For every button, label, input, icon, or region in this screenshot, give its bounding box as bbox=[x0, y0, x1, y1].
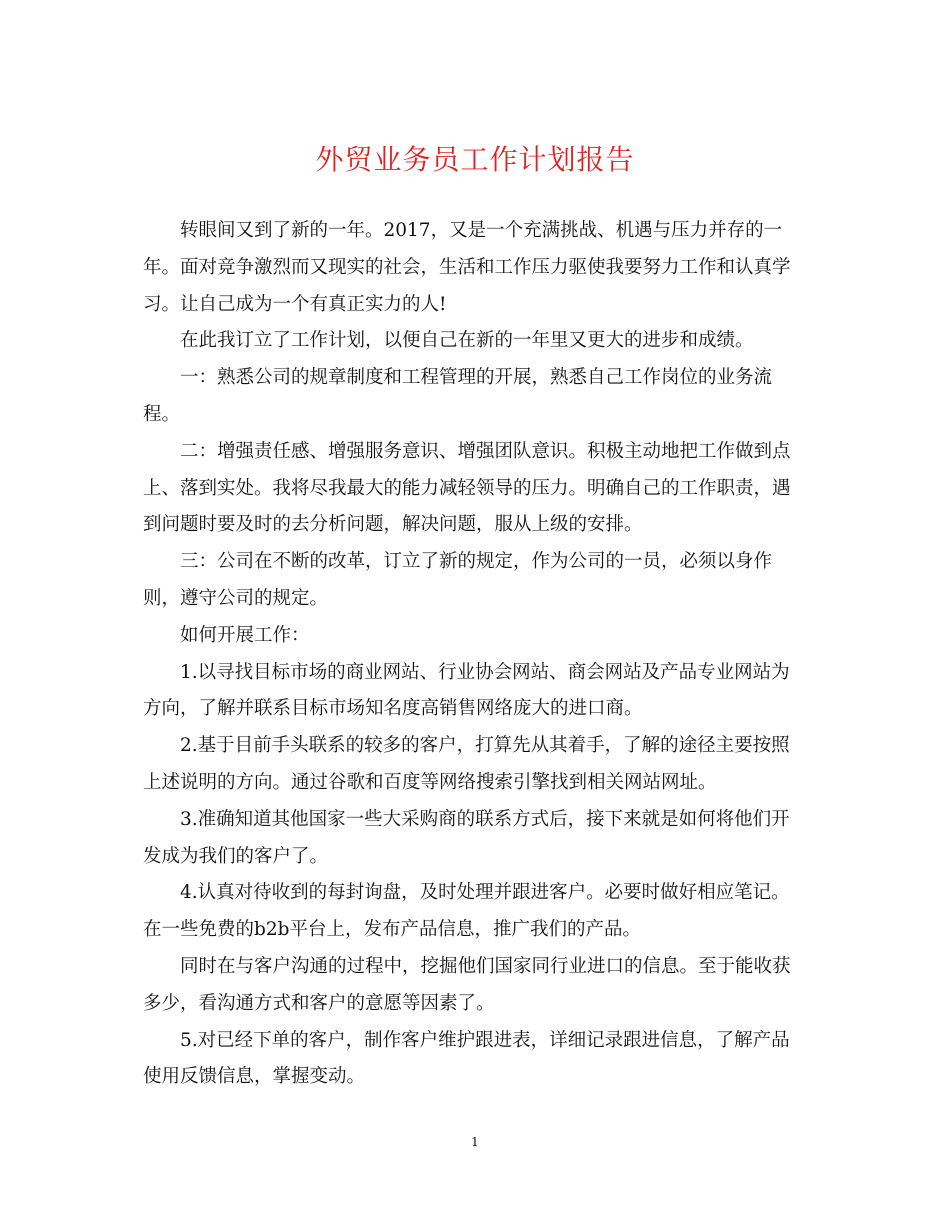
paragraph-step-5: 5.对已经下单的客户，制作客户维护跟进表，详细记录跟进信息，了解产品使用反馈信息，掌握变动。 bbox=[143, 1029, 790, 1088]
page-number: 1 bbox=[471, 1135, 479, 1149]
document-body bbox=[143, 213, 807, 1096]
paragraph-step-1: 1.以寻找目标市场的商业网站、行业协会网站、商会网站及产品专业网站为方向，了解并联系目标市场知名度高销售网络庞大的进口商。 bbox=[143, 661, 790, 720]
paragraph-plan-intro: 在此我订立了工作计划，以便自己在新的一年里又更大的进步和成绩。 bbox=[180, 330, 754, 352]
document-title: 外贸业务员工作计划报告 bbox=[315, 143, 635, 176]
paragraph-point-1: 一：熟悉公司的规章制度和工程管理的开展，熟悉自己工作岗位的业务流程。 bbox=[143, 367, 773, 425]
paragraph-step-3: 3.准确知道其他国家一些大采购商的联系方式后，接下来就是如何将他们开发成为我们的客户了。 bbox=[143, 808, 790, 867]
paragraph-how-to-work: 如何开展工作： bbox=[180, 624, 310, 646]
paragraph-step-2: 2.基于目前手头联系的较多的客户，打算先从其着手，了解的途径主要按照上述说明的方向。通过谷歌和百度等网络搜索引擎找到相关网站网址。 bbox=[143, 735, 790, 793]
paragraph-point-3: 三：公司在不断的改革，订立了新的规定，作为公司的一员，必须以身作则，遵守公司的规定。 bbox=[143, 551, 773, 609]
paragraph-point-2: 二：增强责任感、增强服务意识、增强团队意识。积极主动地把工作做到点上、落到实处。我将尽我最大的能力减轻领导的压力。明确自己的工作职责，遇到问题时要及时的去分析问题，解决问题，服从上级的安排。 bbox=[143, 440, 791, 536]
paragraph-step-4-extra: 同时在与客户沟通的过程中，挖掘他们国家同行业进口的信息。至于能收获多少，看沟通方式和客户的意愿等因素了。 bbox=[143, 955, 791, 1014]
paragraph-step-4: 4.认真对待收到的每封询盘，及时处理并跟进客户。必要时做好相应笔记。在一些免费的b2b平台上，发布产品信息，推广我们的产品。 bbox=[143, 882, 790, 941]
paragraph-intro: 转眼间又到了新的一年。2017，又是一个充满挑战、机遇与压力并存的一年。面对竞争激烈而又现实的社会，生活和工作压力驱使我要努力工作和认真学习。让自己成为一个有真正实力的人! bbox=[143, 220, 791, 315]
